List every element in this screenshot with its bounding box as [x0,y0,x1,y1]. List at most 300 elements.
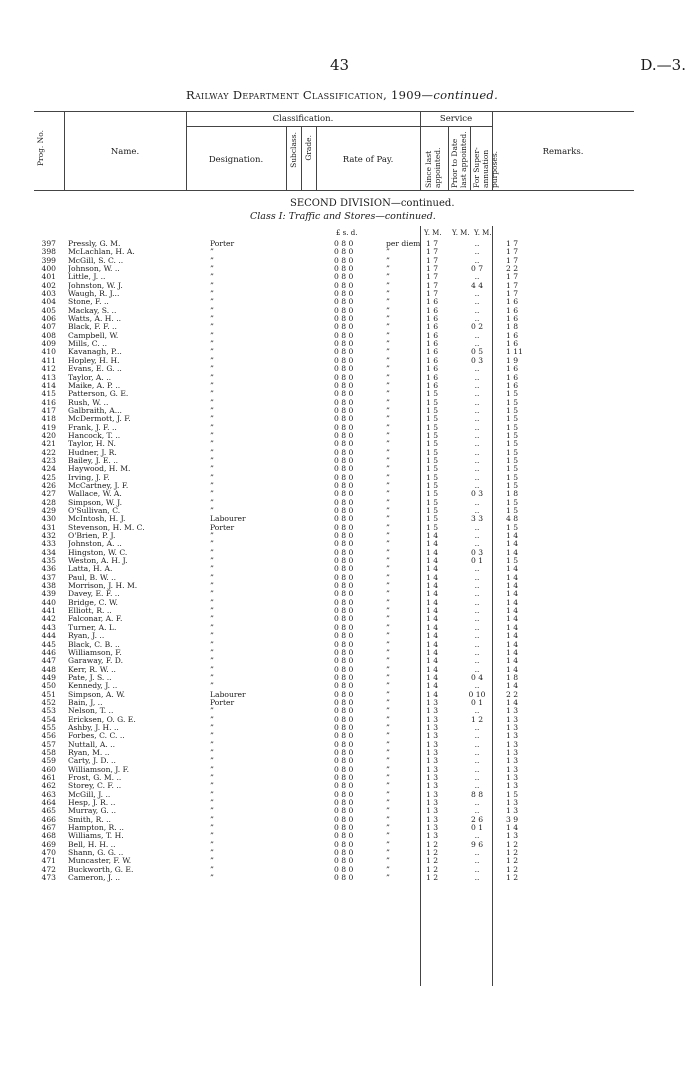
designation-cell: ” [210,289,214,299]
prog-no-cell: 434 [41,547,56,557]
pay-unit-cell: ” [386,464,390,474]
prog-no-cell: 472 [41,864,56,874]
service-superannuation-cell: 1 5 [506,480,519,490]
rate-of-pay-cell: 0 8 0 [334,873,354,883]
service-since-last-cell: 1 4 [426,547,439,557]
prog-no-cell: 466 [41,814,56,824]
designation-cell: ” [210,364,214,374]
service-superannuation-cell: 1 6 [506,297,519,307]
service-superannuation-cell: 1 5 [506,472,519,482]
rate-of-pay-cell: 0 8 0 [334,422,354,432]
designation-cell: ” [210,789,214,799]
designation-cell: ” [210,781,214,791]
service-since-last-cell: 1 5 [426,439,439,449]
service-prior-cell: .. [474,397,480,407]
header-classification: Classification. [272,114,334,124]
service-superannuation-cell: 1 8 [506,489,519,499]
rate-of-pay-cell: 0 8 0 [334,864,354,874]
pay-unit-cell: ” [386,414,390,424]
rate-of-pay-cell: 0 8 0 [334,272,354,282]
pay-unit-cell: ” [386,355,390,365]
name-cell: Mills, C. .. [68,340,107,349]
pay-unit-cell: ” [386,272,390,282]
designation-cell: ” [210,597,214,607]
designation-cell: ” [210,531,214,541]
pay-unit-cell: ” [386,380,390,390]
service-since-last-cell: 1 6 [426,297,439,307]
header-grade: Grade. [304,135,313,161]
service-since-last-cell: 1 5 [426,464,439,474]
service-prior-cell: .. [474,606,480,616]
rate-of-pay-cell: 0 8 0 [334,656,354,666]
pay-unit-cell: ” [386,864,390,874]
designation-cell: ” [210,297,214,307]
service-since-last-cell: 1 3 [426,814,439,824]
prog-no-cell: 444 [41,631,56,641]
service-superannuation-cell: 1 3 [506,739,519,749]
service-prior-cell: .. [474,681,480,691]
service-prior-cell: .. [474,631,480,641]
service-prior-cell: .. [474,239,480,248]
rate-of-pay-cell: 0 8 0 [334,314,354,324]
designation-cell: ” [210,497,214,507]
service-prior-cell: .. [474,731,480,741]
rate-of-pay-cell: 0 8 0 [334,706,354,716]
service-prior-cell: 2 6 [470,814,484,824]
service-since-last-cell: 1 3 [426,764,439,774]
service-since-last-cell: 1 3 [426,781,439,791]
rate-of-pay-cell: 0 8 0 [334,439,354,449]
service-since-last-cell: 1 6 [426,347,439,357]
designation-cell: ” [210,856,214,866]
service-prior-cell: .. [474,798,480,808]
pay-unit-cell: ” [386,330,390,340]
prog-no-cell: 426 [41,480,56,490]
service-superannuation-cell: 1 3 [506,756,519,766]
service-since-last-cell: 1 4 [426,672,439,682]
pay-unit-cell: ” [386,564,390,574]
service-since-last-cell: 1 4 [426,597,439,607]
prog-no-cell: 423 [41,455,56,465]
pay-unit-cell: ” [386,589,390,599]
prog-no-cell: 400 [41,264,56,274]
header-since-last: Since last appointed. [424,147,442,188]
service-superannuation-cell: 1 6 [506,314,519,324]
name-cell: Hancock, T. .. [68,431,121,440]
name-cell: Paul, B. W. .. [68,573,116,582]
service-superannuation-cell: 1 3 [506,781,519,791]
rate-of-pay-cell: 0 8 0 [334,697,354,707]
service-since-last-cell: 1 6 [426,372,439,382]
service-superannuation-cell: 1 5 [506,497,519,507]
rate-of-pay-cell: 0 8 0 [334,823,354,833]
service-since-last-cell: 1 6 [426,305,439,315]
pay-unit-cell: ” [386,264,390,274]
rate-of-pay-cell: 0 8 0 [334,639,354,649]
name-cell: Buckworth, G. E. [68,865,134,874]
service-prior-cell: 0 10 [468,689,486,699]
service-since-last-cell: 1 3 [426,831,439,841]
designation-cell: Labourer [210,514,246,524]
service-since-last-cell: 1 2 [426,873,439,883]
pay-unit-cell: ” [386,455,390,465]
name-cell: Elliott, R. .. [68,607,112,616]
prog-no-cell: 451 [41,689,56,699]
rate-of-pay-cell: 0 8 0 [334,848,354,858]
service-since-last-cell: 1 4 [426,647,439,657]
name-cell: Pate, J. S. .. [68,673,112,682]
rate-of-pay-cell: 0 8 0 [334,756,354,766]
prog-no-cell: 471 [41,856,56,866]
name-cell: Black, C. B. .. [68,640,120,649]
prog-no-cell: 415 [41,389,56,399]
service-prior-cell: .. [474,447,480,457]
prog-no-cell: 439 [41,589,56,599]
service-prior-cell: .. [474,531,480,541]
rate-of-pay-cell: 0 8 0 [334,814,354,824]
service-since-last-cell: 1 5 [426,472,439,482]
prog-no-cell: 399 [41,255,56,265]
service-prior-cell: .. [474,589,480,599]
service-since-last-cell: 1 7 [426,272,439,282]
pay-unit-cell: ” [386,798,390,808]
pay-unit-cell: ” [386,731,390,741]
name-cell: Maike, A. P. .. [68,381,121,390]
service-prior-cell: .. [474,706,480,716]
service-prior-cell: .. [474,656,480,666]
prog-no-cell: 454 [41,714,56,724]
designation-cell: Porter [210,239,235,248]
prog-no-cell: 446 [41,647,56,657]
name-cell: McLachlan, H. A. [68,248,135,257]
pay-unit-cell: ” [386,255,390,265]
prog-no-cell: 416 [41,397,56,407]
service-since-last-cell: 1 3 [426,731,439,741]
pay-unit-cell: ” [386,531,390,541]
name-cell: Simpson, W. J. [68,498,123,507]
service-superannuation-cell: 1 3 [506,731,519,741]
rate-of-pay-cell: 0 8 0 [334,539,354,549]
designation-cell: ” [210,706,214,716]
service-prior-cell: .. [474,581,480,591]
name-cell: Garaway, F. D. [68,657,124,666]
name-cell: Campbell, W. [68,331,119,340]
service-prior-cell: 0 1 [470,556,484,566]
prog-no-cell: 419 [41,422,56,432]
designation-cell: ” [210,355,214,365]
service-prior-cell: .. [474,422,480,432]
rate-of-pay-cell: 0 8 0 [334,522,354,532]
service-prior-cell: .. [474,380,480,390]
service-since-last-cell: 1 3 [426,773,439,782]
rate-of-pay-cell: 0 8 0 [334,364,354,374]
rate-of-pay-cell: 0 8 0 [334,297,354,307]
service-since-last-cell: 1 4 [426,631,439,641]
prog-no-cell: 447 [41,656,56,666]
rate-of-pay-cell: 0 8 0 [334,547,354,557]
service-superannuation-cell: 1 8 [506,672,519,682]
pay-unit-cell: ” [386,722,390,732]
service-superannuation-cell: 1 3 [506,764,519,774]
pay-unit-cell: ” [386,739,390,749]
name-cell: Hesp, J. R. .. [68,799,116,808]
service-superannuation-cell: 1 7 [506,289,519,299]
service-prior-cell: .. [474,739,480,749]
service-superannuation-cell: 1 5 [506,447,519,457]
rate-of-pay-cell: 0 8 0 [334,305,354,315]
name-cell: Kavanagh, P... [68,348,122,357]
service-prior-cell: .. [474,455,480,465]
pay-unit-cell: ” [386,672,390,682]
designation-cell: ” [210,572,214,582]
pay-unit-cell: ” [386,606,390,616]
service-prior-cell: .. [474,305,480,315]
designation-cell: ” [210,848,214,858]
name-cell: Davey, E. F. .. [68,590,120,599]
header-sub-rule [186,126,492,127]
rate-of-pay-cell: 0 8 0 [334,380,354,390]
service-superannuation-cell: 1 5 [506,455,519,465]
designation-cell: Porter [210,697,235,707]
designation-cell: ” [210,647,214,657]
prog-no-cell: 458 [41,747,56,757]
designation-cell: ” [210,622,214,632]
name-cell: Frost, G. M. .. [68,774,122,782]
rate-of-pay-cell: 0 8 0 [334,355,354,365]
rate-of-pay-cell: 0 8 0 [334,372,354,382]
name-cell: Patterson, G. E. [68,390,129,399]
pay-unit-cell: ” [386,664,390,674]
pay-unit-cell: ” [386,247,390,257]
pay-unit-cell: ” [386,597,390,607]
unit-ym-since: Y. M. [424,229,442,237]
name-cell: Turner, A. L. [68,623,117,632]
service-superannuation-cell: 1 2 [506,856,519,866]
designation-cell: ” [210,464,214,474]
designation-cell: ” [210,614,214,624]
service-superannuation-cell: 1 4 [506,656,519,666]
name-cell: Murray, G. .. [68,807,117,816]
designation-cell: ” [210,814,214,824]
rate-of-pay-cell: 0 8 0 [334,514,354,524]
rate-of-pay-cell: 0 8 0 [334,856,354,866]
service-superannuation-cell: 1 6 [506,305,519,315]
prog-no-cell: 401 [41,272,56,282]
service-since-last-cell: 1 5 [426,506,439,515]
service-since-last-cell: 1 2 [426,856,439,866]
name-cell: Black, F. F. .. [68,323,117,332]
rate-of-pay-cell: 0 8 0 [334,689,354,699]
service-since-last-cell: 1 3 [426,714,439,724]
service-since-last-cell: 1 2 [426,839,439,849]
service-prior-cell: .. [474,722,480,732]
designation-cell: ” [210,472,214,482]
rate-of-pay-cell: 0 8 0 [334,280,354,290]
pay-unit-cell: ” [386,681,390,691]
name-cell: Hampton, R. .. [68,824,124,833]
rate-of-pay-cell: 0 8 0 [334,464,354,474]
name-cell: Taylor, A. .. [68,373,112,382]
rate-of-pay-cell: 0 8 0 [334,572,354,582]
name-cell: Hudner, J. R. [68,448,117,457]
service-superannuation-cell: 1 8 [506,322,519,332]
designation-cell: ” [210,264,214,274]
service-since-last-cell: 1 6 [426,330,439,340]
pay-unit-cell: ” [386,764,390,774]
pay-unit-cell: ” [386,522,390,532]
service-prior-cell: .. [474,430,480,440]
rate-of-pay-cell: 0 8 0 [334,239,354,248]
designation-cell: Labourer [210,689,246,699]
pay-unit-cell: ” [386,506,390,515]
col-divider [470,126,471,191]
rate-of-pay-cell: 0 8 0 [334,405,354,415]
prog-no-cell: 442 [41,614,56,624]
pay-unit-cell: ” [386,447,390,457]
service-prior-cell: .. [474,314,480,324]
service-prior-cell: .. [474,389,480,399]
service-superannuation-cell: 1 4 [506,564,519,574]
header-for-superannuation: For Super-annuation purposes. [472,147,499,188]
pay-unit-cell: ” [386,397,390,407]
pay-unit-cell: ” [386,314,390,324]
prog-no-cell: 397 [41,239,56,248]
rate-of-pay-cell: 0 8 0 [334,839,354,849]
service-since-last-cell: 1 4 [426,689,439,699]
prog-no-cell: 453 [41,706,56,716]
service-since-last-cell: 1 3 [426,823,439,833]
pay-unit-cell: ” [386,347,390,357]
designation-cell: ” [210,764,214,774]
name-cell: Frank, J. F. .. [68,423,117,432]
prog-no-cell: 460 [41,764,56,774]
col-divider [286,126,287,191]
service-superannuation-cell: 1 6 [506,380,519,390]
service-superannuation-cell: 1 9 [506,355,519,365]
name-cell: McIntosh, H. J. [68,515,126,524]
name-cell: Ryan, M. .. [68,748,110,757]
service-superannuation-cell: 1 7 [506,239,519,248]
designation-cell: ” [210,756,214,766]
pay-unit-cell: ” [386,747,390,757]
prog-no-cell: 398 [41,247,56,257]
prog-no-cell: 428 [41,497,56,507]
section-title: SECOND DIVISION—continued. [290,198,455,209]
rate-of-pay-cell: 0 8 0 [334,347,354,357]
prog-no-cell: 403 [41,289,56,299]
service-since-last-cell: 1 3 [426,798,439,808]
designation-cell: ” [210,430,214,440]
designation-cell: ” [210,747,214,757]
service-since-last-cell: 1 6 [426,339,439,349]
designation-cell: ” [210,405,214,415]
service-prior-cell: .. [474,480,480,490]
service-superannuation-cell: 1 4 [506,647,519,657]
service-superannuation-cell: 1 4 [506,614,519,624]
service-prior-cell: .. [474,622,480,632]
prog-no-cell: 402 [41,280,56,290]
designation-cell: ” [210,322,214,332]
service-prior-cell: .. [474,864,480,874]
service-since-last-cell: 1 5 [426,422,439,432]
service-prior-cell: .. [474,289,480,299]
name-cell: Watts, A. H. .. [68,315,122,324]
service-superannuation-cell: 2 2 [506,689,519,699]
pay-unit-cell: ” [386,430,390,440]
service-superannuation-cell: 1 4 [506,539,519,549]
designation-cell: ” [210,280,214,290]
col-divider [448,126,449,191]
designation-cell: ” [210,714,214,724]
service-prior-cell: 0 5 [470,347,484,357]
designation-cell: ” [210,631,214,641]
service-since-last-cell: 1 2 [426,864,439,874]
unit-lsd: £ s. d. [336,229,358,237]
prog-no-cell: 461 [41,773,56,782]
name-cell: McCartney, J. F. [68,481,129,490]
pay-unit-cell: ” [386,372,390,382]
pay-unit-cell: per diem [386,239,421,248]
service-prior-cell: 1 2 [470,714,484,724]
rate-of-pay-cell: 0 8 0 [334,497,354,507]
designation-cell: ” [210,839,214,849]
service-prior-cell: .. [474,831,480,841]
prog-no-cell: 457 [41,739,56,749]
service-prior-cell: .. [474,873,480,883]
service-since-last-cell: 1 6 [426,364,439,374]
service-prior-cell: .. [474,564,480,574]
prog-no-cell: 473 [41,873,56,883]
rate-of-pay-cell: 0 8 0 [334,622,354,632]
name-cell: Latta, H. A. [68,565,113,574]
service-superannuation-cell: 1 5 [506,422,519,432]
prog-no-cell: 418 [41,414,56,424]
service-prior-cell: 0 3 [470,489,484,499]
designation-cell: ” [210,347,214,357]
rate-of-pay-cell: 0 8 0 [334,414,354,424]
prog-no-cell: 449 [41,672,56,682]
service-superannuation-cell: 1 4 [506,681,519,691]
service-since-last-cell: 1 4 [426,656,439,666]
service-prior-cell: .. [474,439,480,449]
designation-cell: ” [210,539,214,549]
rate-of-pay-cell: 0 8 0 [334,430,354,440]
service-since-last-cell: 1 6 [426,322,439,332]
service-prior-cell: .. [474,572,480,582]
header-name: Name. [110,147,140,157]
col-divider [301,126,302,191]
body-col-divider [420,226,421,986]
rate-of-pay-cell: 0 8 0 [334,480,354,490]
prog-no-cell: 427 [41,489,56,499]
pay-unit-cell: ” [386,280,390,290]
designation-cell: ” [210,480,214,490]
service-since-last-cell: 1 7 [426,289,439,299]
service-prior-cell: 0 3 [470,355,484,365]
prog-no-cell: 469 [41,839,56,849]
service-superannuation-cell: 2 2 [506,264,519,274]
title-prefix: Railway Department Classification, 1909 [186,88,422,102]
prog-no-cell: 445 [41,639,56,649]
service-superannuation-cell: 1 5 [506,522,519,532]
rate-of-pay-cell: 0 8 0 [334,631,354,641]
pay-unit-cell: ” [386,789,390,799]
designation-cell: ” [210,672,214,682]
rate-of-pay-cell: 0 8 0 [334,397,354,407]
service-superannuation-cell: 1 7 [506,255,519,265]
designation-cell: ” [210,389,214,399]
prog-no-cell: 433 [41,539,56,549]
